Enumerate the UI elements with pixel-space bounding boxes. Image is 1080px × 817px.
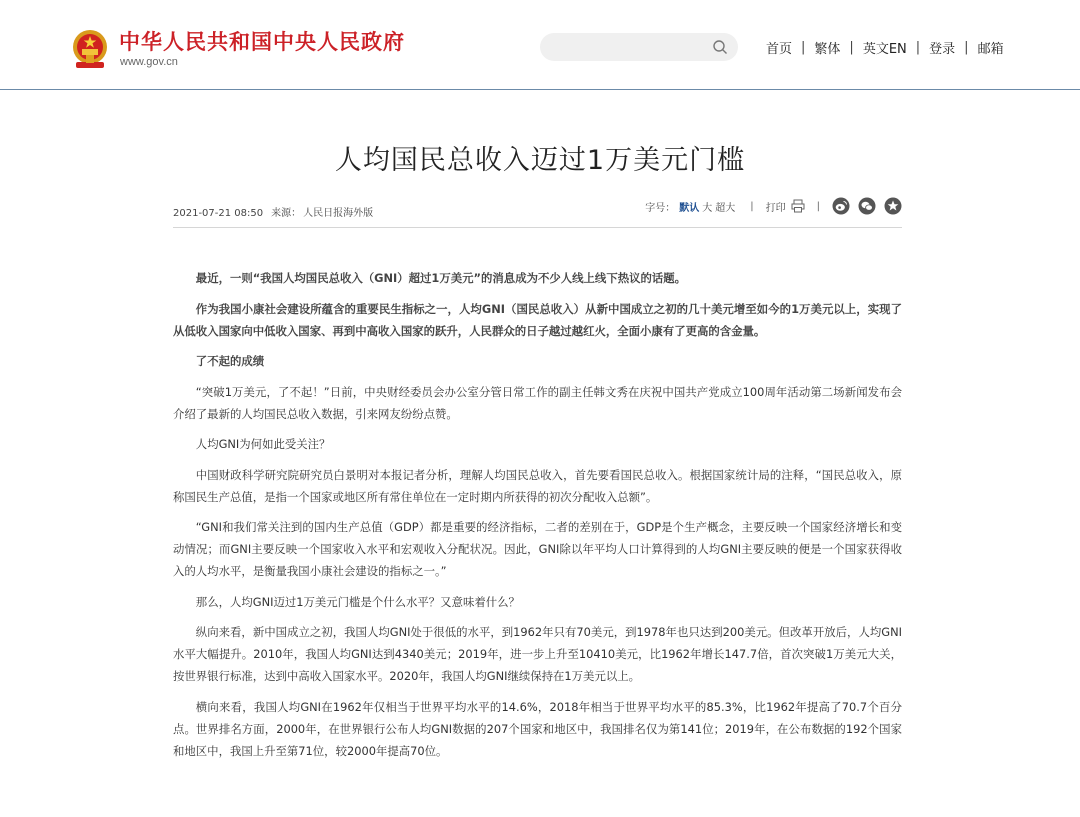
site-title[interactable]: 中华人民共和国中央人民政府 xyxy=(119,30,405,54)
print-button[interactable] xyxy=(766,199,805,214)
printer-icon xyxy=(791,199,805,213)
article-body xyxy=(173,267,902,770)
tools-divider: | xyxy=(816,200,820,212)
section-heading: 了不起的成绩 xyxy=(195,354,265,368)
article-paragraph: 那么，人均GNI迈过1万美元门槛是个什么水平？又意味着什么？ xyxy=(195,594,520,609)
search-input[interactable] xyxy=(540,33,728,61)
font-size-label: 字号： xyxy=(645,202,676,214)
nav-home-link[interactable]: 首页 xyxy=(766,42,793,57)
article-paragraph: 作为我国小康社会建设所蕴含的重要民生指标之一，人均GNI（国民总收入）从新中国成立之初的几十美元增至如今的1万美元以上，实现了从低收入国家向中低收入国家、再到中高收入国家的跃升，人民群众的日子越过越红火，全面小康有了更高的含金量。 xyxy=(173,301,902,338)
nav-separator: | xyxy=(964,40,969,55)
site-header xyxy=(0,0,1080,90)
nav-separator: | xyxy=(801,40,806,55)
weibo-icon[interactable] xyxy=(832,197,850,215)
article-meta xyxy=(173,201,902,228)
site-url: www.gov.cn xyxy=(120,56,178,68)
font-size-xlarge[interactable]: 超大 xyxy=(715,202,736,214)
national-emblem-logo[interactable] xyxy=(70,28,110,70)
article-paragraph: 人均GNI为何如此受关注？ xyxy=(195,437,331,451)
nav-separator: | xyxy=(915,40,921,55)
favorite-icon[interactable] xyxy=(884,197,902,215)
article-paragraph: 纵向来看，新中国成立之初，我国人均GNI处于很低的水平，到1962年只有70美元，到1978年也只达到200美元。但改革开放后，人均GNI水平大幅提升。2010年，我国人均GNI达到4340美元；2019年，进一步上升至10410美元，比1962年增长147.7倍，首次突破1万美元大关，按世界银行标准，达到中高收入国家水平。2020年，我国人均GNI继续保持在1万美元以上。 xyxy=(173,625,902,683)
article-info xyxy=(173,204,381,219)
nav-english-link[interactable]: 英文EN xyxy=(862,42,907,57)
publish-date: 2021-07-21 08:50 xyxy=(173,208,264,219)
article-title: 人均国民总收入迈过1万美元门槛 xyxy=(334,145,746,176)
source-name: 人民日报海外版 xyxy=(303,208,374,219)
font-size-default[interactable]: 默认 xyxy=(679,202,700,214)
search-icon[interactable] xyxy=(712,39,728,55)
nav-mailbox-link[interactable]: 邮箱 xyxy=(977,42,1004,57)
article-paragraph: “GNI和我们常关注到的国内生产总值（GDP）都是重要的经济指标，二者的差别在于，GDP是个生产概念，主要反映一个国家经济增长和变动情况；而GNI主要反映一个国家收入水平和宏观收入分配状况。因此，GNI除以年平均人口计算得到的人均GNI主要反映的便是一个国家获得收入的人均水平，是衡量我国小康社会建设的指标之一。” xyxy=(173,520,902,578)
nav-separator: | xyxy=(849,40,854,55)
print-label: 打印 xyxy=(765,202,786,214)
article-paragraph: “突破1万美元，了不起！”日前，中央财经委员会办公室分管日常工作的副主任韩文秀在庆祝中国共产党成立100周年活动第二场新闻发布会介绍了最新的人均国民总收入数据，引来网友纷纷点赞。 xyxy=(173,384,902,421)
article-paragraph: 横向来看，我国人均GNI在1962年仅相当于世界平均水平的14.6%，2018年相当于世界平均水平的85.3%，比1962年提高了70.7个百分点。世界排名方面，2000年，在世界银行公布人均GNI数据的207个国家和地区中，我国排名仅为第141位；2019年，在公布数据的192个国家和地区中，我国上升至第71位，较2000年提高70位。 xyxy=(173,699,902,758)
search-box xyxy=(540,33,738,61)
article-paragraph: 中国财政科学研究院研究员白景明对本报记者分析，理解人均国民总收入，首先要看国民总收入。根据国家统计局的注释，“国民总收入，原称国民生产总值，是指一个国家或地区所有常住单位在一定时期内所获得的初次分配收入总额”。 xyxy=(173,467,902,504)
article-tools xyxy=(645,197,902,215)
article-paragraph: 最近，一则“我国人均国民总收入（GNI）超过1万美元”的消息成为不少人线上线下热议的话题。 xyxy=(195,271,687,285)
nav-login-link[interactable]: 登录 xyxy=(929,42,956,57)
wechat-icon[interactable] xyxy=(858,197,876,215)
top-nav xyxy=(766,38,1004,57)
tools-divider: | xyxy=(750,200,754,212)
source-label: 来源： xyxy=(271,208,302,219)
nav-traditional-link[interactable]: 繁体 xyxy=(814,42,841,57)
font-size-large[interactable]: 大 xyxy=(702,202,713,214)
